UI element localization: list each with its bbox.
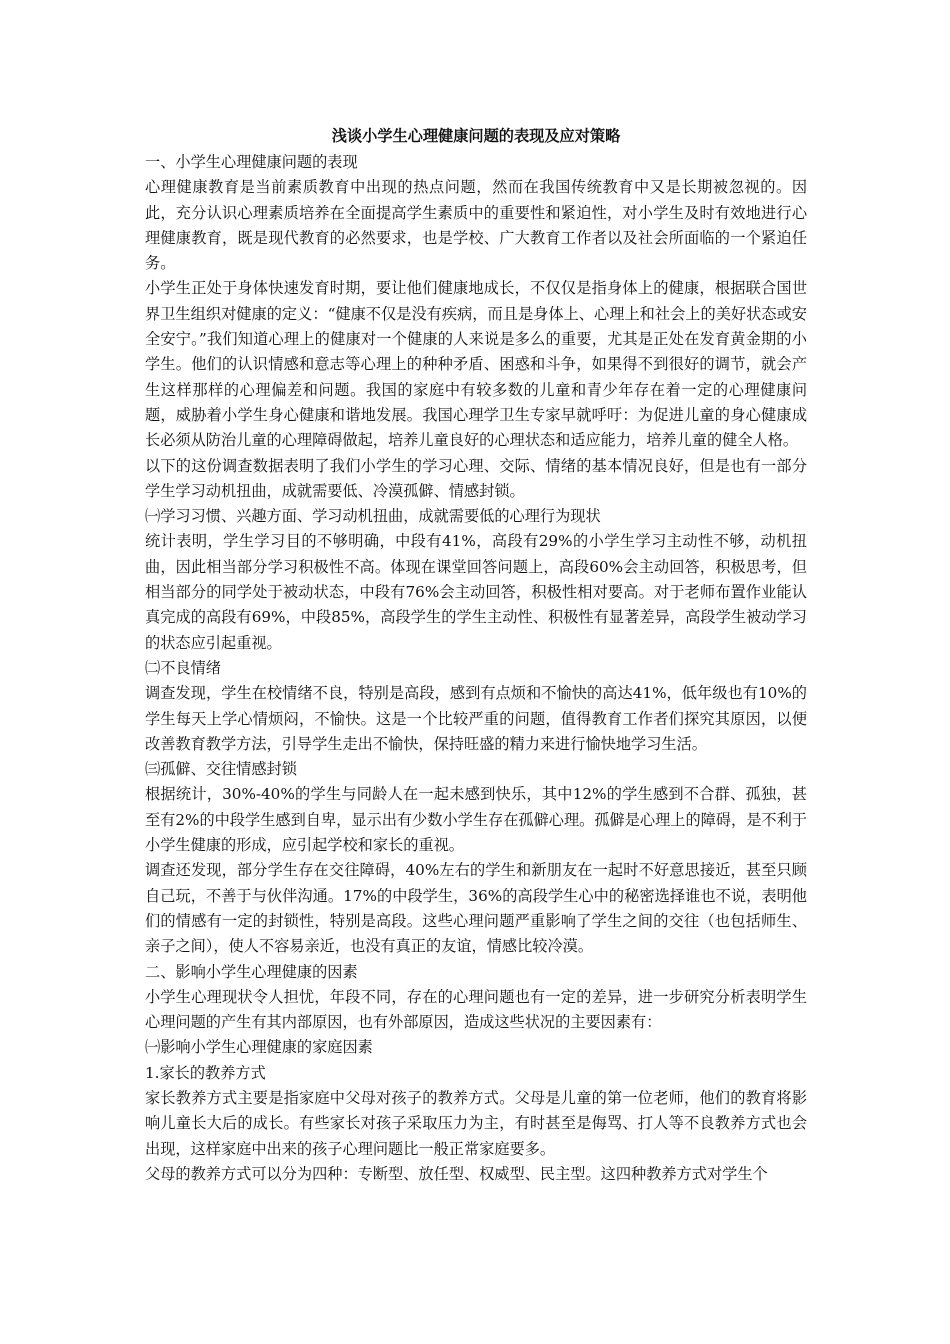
document-title: 浅谈小学生心理健康问题的表现及应对策略: [331, 127, 621, 145]
section-heading: 一、小学生心理健康问题的表现: [145, 153, 358, 171]
document-body: [145, 150, 807, 1187]
paragraph: 以下的这份调查数据表明了我们小学生的学习心理、交际、情绪的基本情况良好，但是也有一部分学生学习动机扭曲，成就需要低、冷漠孤僻、情感封锁。: [145, 456, 807, 500]
subsection-heading: ㈢孤僻、交往情感封锁: [145, 760, 297, 779]
paragraph: 统计表明，学生学习目的不够明确，中段有41%，高段有29%的小学生学习主动性不够，动机扭曲，因此相当部分学习积极性不高。体现在课堂回答问题上，高段60%会主动回答，积极思考，但相当部分的同学处于被动状态，中段有76%会主动回答，积极性相对要高。对于老师布置作业能认真完成的高段有69%，中段85%，高段学生的学生主动性、积极性有显著差异，高段学生被动学习的状态应引起重视。: [145, 532, 807, 652]
paragraph: 调查还发现，部分学生存在交往障碍，40%左右的学生和新朋友在一起时不好意思接近，甚至只顾自己玩，不善于与伙伴沟通。17%的中段学生，36%的高段学生心中的秘密选择谁也不说，表明他们的情感有一定的封锁性，特别是高段。这些心理问题严重影响了学生之间的交往（也包括师生、亲子之间），使人不容易亲近，也没有真正的友谊，情感比较冷漠。: [145, 861, 807, 956]
paragraph: 小学生正处于身体快速发育时期，要让他们健康地成长，不仅仅是指身体上的健康，根据联合国世界卫生组织对健康的定义：“健康不仅是没有疾病，而且是身体上、心理上和社会上的美好状态或安全安宁。”我们知道心理上的健康对一个健康的人来说是多么的重要，尤其是正处在发育黄金期的小学生。他们的认识情感和意志等心理上的种种矛盾、困惑和斗争，如果得不到很好的调节，就会产生这样那样的心理偏差和问题。我国的家庭中有较多数的儿童和青少年存在着一定的心理健康问题，威胁着小学生身心健康和谐地发展。我国心理学卫生专家早就呼吁：为促进儿童的身心健康成长必须从防治儿童的心理障碍做起，培养儿童良好的心理状态和适应能力，培养儿童的健全人格。: [145, 279, 807, 450]
subsection-heading: ㈠学习习惯、兴趣方面、学习动机扭曲，成就需要低的心理行为现状: [145, 507, 601, 526]
section-heading: 二、影响小学生心理健康的因素: [145, 962, 358, 981]
list-heading: 1.家长的教养方式: [145, 1063, 266, 1082]
document-page: [145, 122, 807, 1187]
subsection-heading: ㈠影响小学生心理健康的家庭因素: [145, 1038, 373, 1057]
subsection-heading: ㈡不良情绪: [145, 658, 221, 677]
paragraph: 根据统计，30%-40%的学生与同龄人在一起未感到快乐，其中12%的学生感到不合群、孤独，甚至有2%的中段学生感到自卑，显示出有少数小学生存在孤僻心理。孤僻是心理上的障碍，是不利于小学生健康的形成，应引起学校和家长的重视。: [145, 785, 807, 855]
paragraph: 父母的教养方式可以分为四种：专断型、放任型、权威型、民主型。这四种教养方式对学生个: [145, 1164, 768, 1183]
paragraph: 心理健康教育是当前素质教育中出现的热点问题，然而在我国传统教育中又是长期被忽视的。因此，充分认识心理素质培养在全面提高学生素质中的重要性和紧迫性，对小学生及时有效地进行心理健康教育，既是现代教育的必然要求，也是学校、广大教育工作者以及社会所面临的一个紧迫任务。: [145, 178, 807, 273]
paragraph: 家长教养方式主要是指家庭中父母对孩子的教养方式。父母是儿童的第一位老师，他们的教育将影响儿童长大后的成长。有些家长对孩子采取压力为主，有时甚至是侮骂、打人等不良教养方式也会出现，这样家庭中出来的孩子心理问题比一般正常家庭要多。: [145, 1088, 807, 1158]
paragraph: 小学生心理现状令人担忧，年段不同，存在的心理问题也有一定的差异，进一步研究分析表明学生心理问题的产生有其内部原因，也有外部原因，造成这些状况的主要因素有：: [145, 987, 807, 1032]
paragraph: 调查发现，学生在校情绪不良，特别是高段，感到有点烦和不愉快的高达41%，低年级也有10%的学生每天上学心情烦闷，不愉快。这是一个比较严重的问题，值得教育工作者们探究其原因，以便改善教育教学方法，引导学生走出不愉快，保持旺盛的精力来进行愉快地学习生活。: [145, 684, 807, 753]
